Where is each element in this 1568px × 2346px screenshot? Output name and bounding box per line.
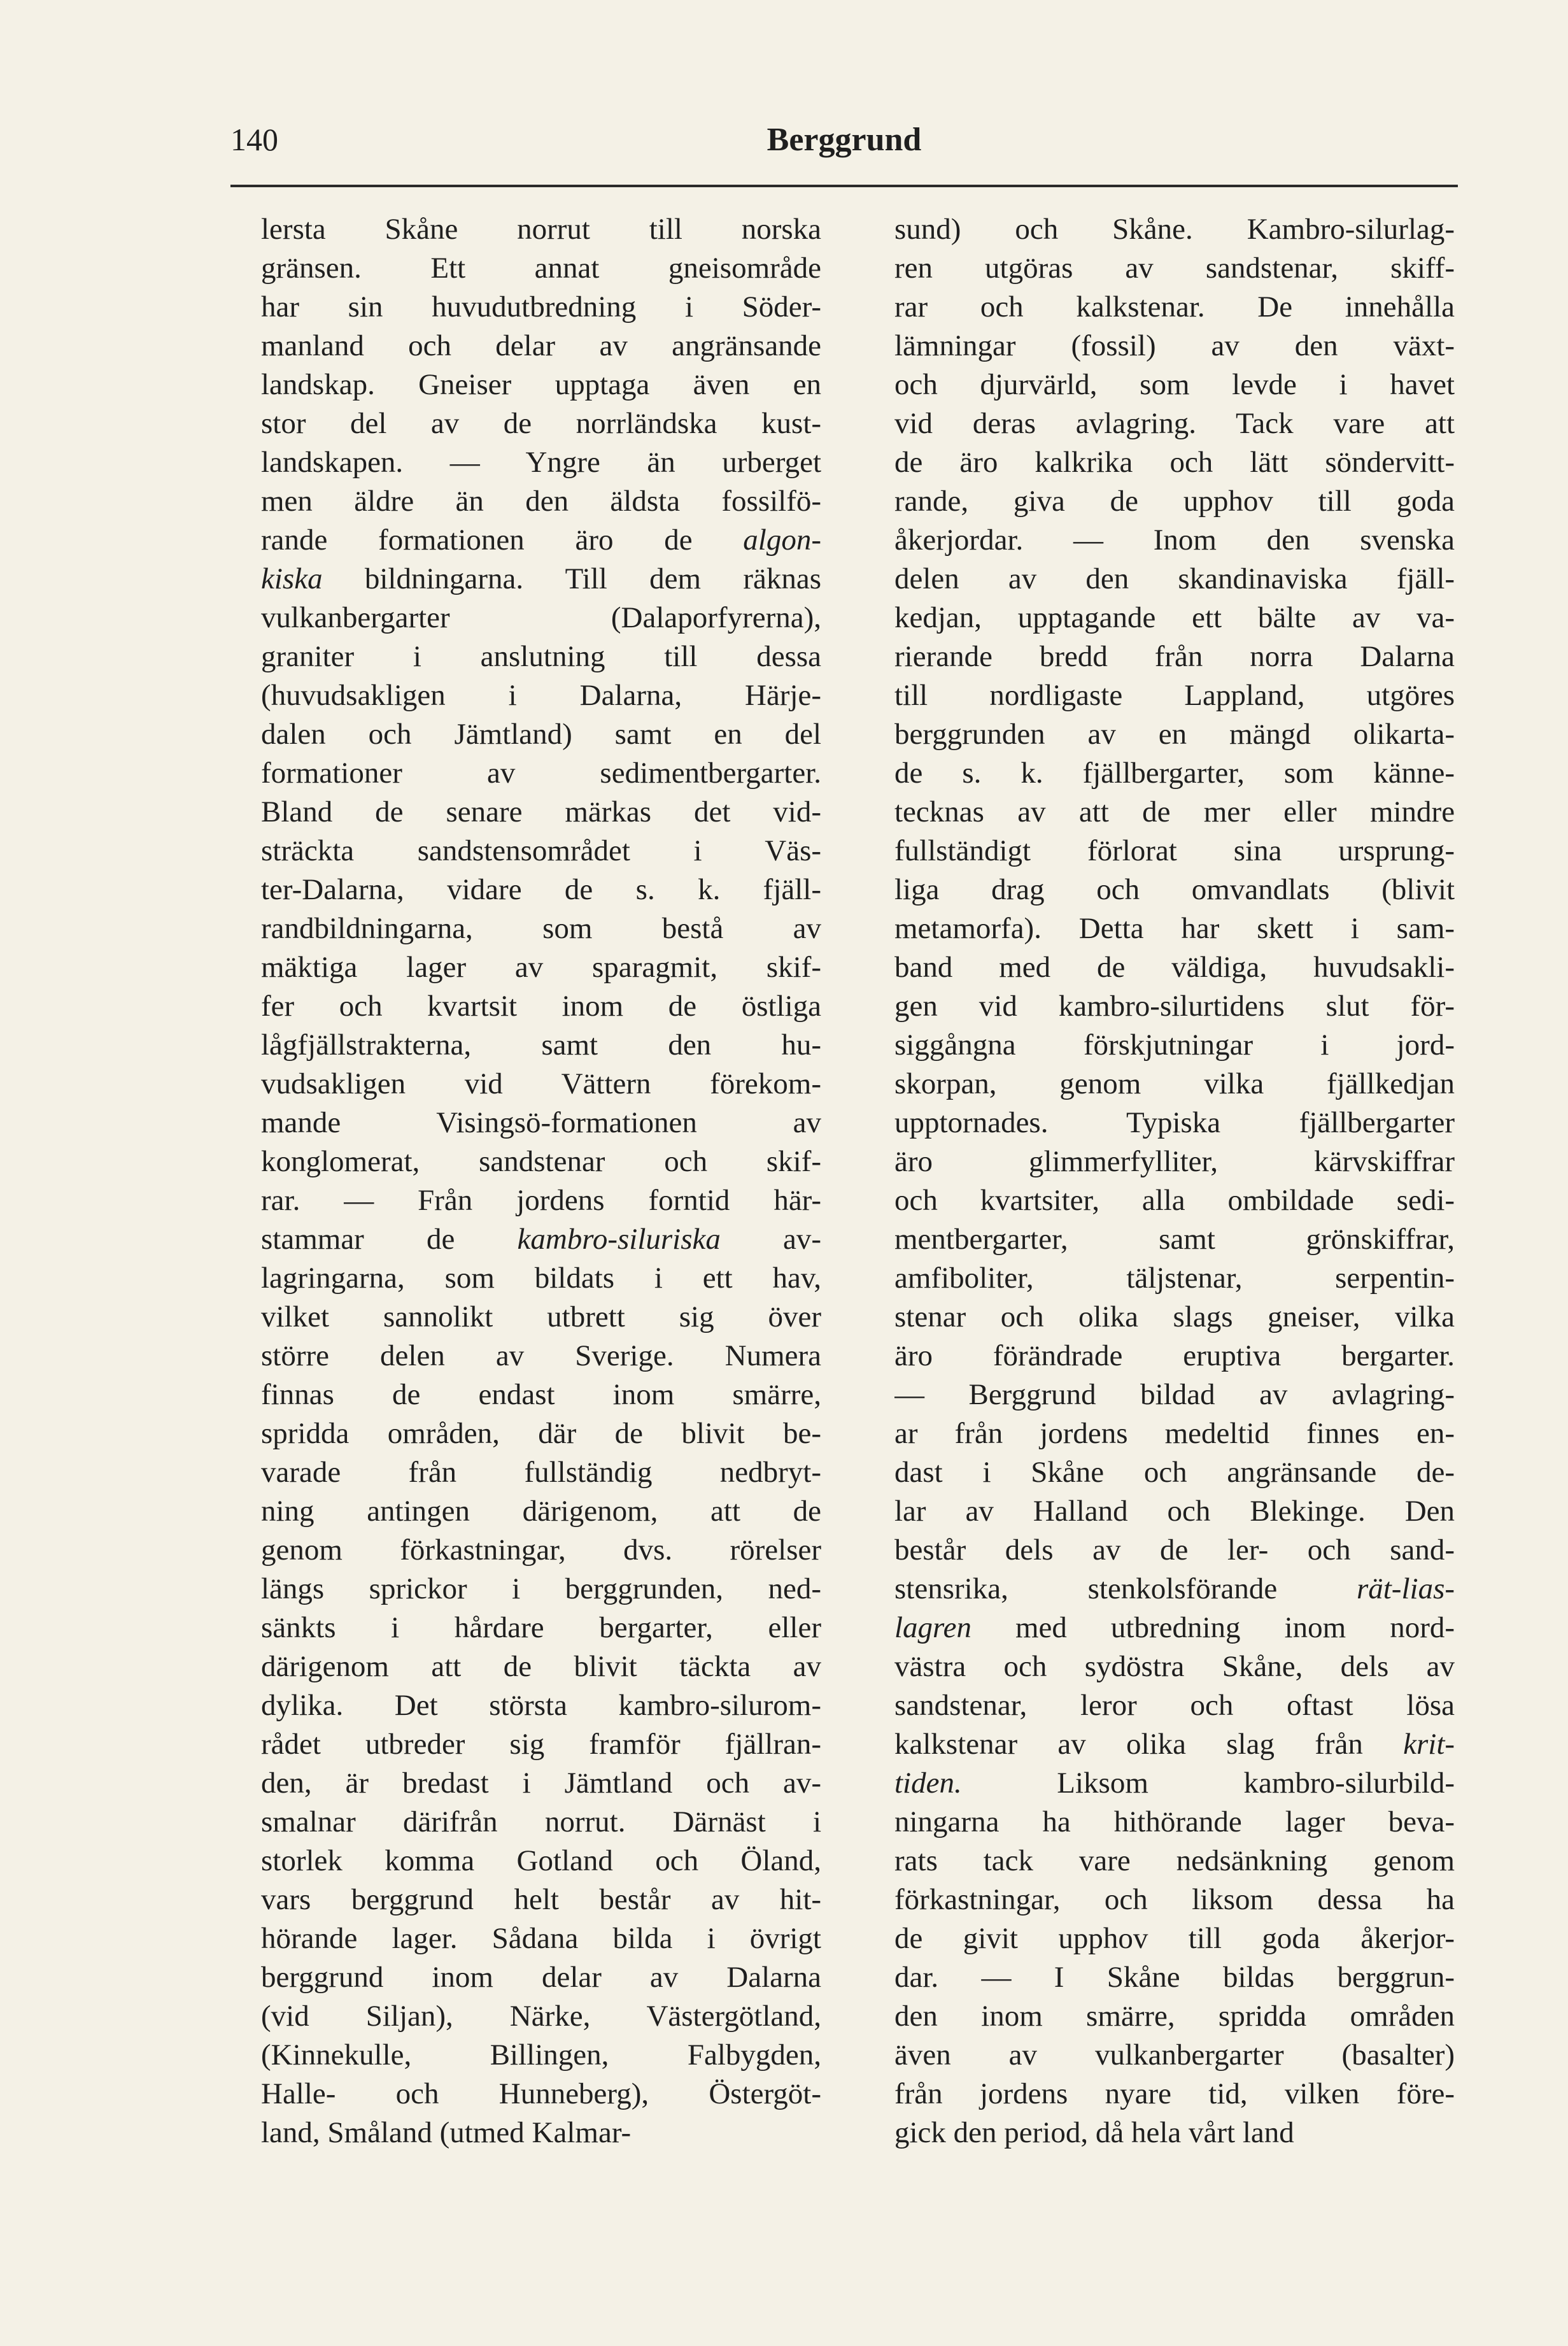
left-column-line: formationer av sedimentbergarter. xyxy=(261,757,821,790)
right-column-line: ren utgöras av sandstenar, skiff- xyxy=(894,252,1455,285)
right-column-line: ningarna ha hithörande lager beva- xyxy=(894,1805,1455,1838)
left-column-line: vulkanbergarter (Dalaporfyrerna), xyxy=(261,601,821,634)
right-column-line: äro glimmerfylliter, kärvskiffrar xyxy=(894,1145,1455,1178)
left-column-line: dalen och Jämtland) samt en del xyxy=(261,718,821,751)
left-column-line: vudsakligen vid Vättern förekom- xyxy=(261,1067,821,1100)
left-column-line: sträckta sandstensområdet i Väs- xyxy=(261,834,821,867)
right-column-line: lagren med utbredning inom nord- xyxy=(894,1611,1455,1644)
right-column-line: dar. — I Skåne bildas berggrun- xyxy=(894,1961,1455,1994)
right-column-line: siggångna förskjutningar i jord- xyxy=(894,1028,1455,1062)
left-column-line: manland och delar av angränsande xyxy=(261,329,821,362)
right-column-line: tecknas av att de mer eller mindre xyxy=(894,795,1455,828)
right-column-line: lar av Halland och Blekinge. Den xyxy=(894,1495,1455,1528)
left-column-line: större delen av Sverige. Numera xyxy=(261,1339,821,1372)
right-column-line: gick den period, då hela vårt land xyxy=(894,2116,1294,2149)
right-column-line: förkastningar, och liksom dessa ha xyxy=(894,1883,1455,1916)
left-column-line: vilket sannolikt utbrett sig över xyxy=(261,1300,821,1333)
left-column-line: stammar de kambro-siluriska av- xyxy=(261,1223,821,1256)
right-column-line: stenar och olika slags gneiser, vilka xyxy=(894,1300,1455,1333)
right-column-line: rar och kalkstenar. De innehålla xyxy=(894,290,1455,323)
right-column-line: vid deras avlagring. Tack vare att xyxy=(894,407,1455,440)
right-text-column xyxy=(894,210,1455,2152)
left-column-line: Bland de senare märkas det vid- xyxy=(261,795,821,828)
left-column-line: landskapen. — Yngre än urberget xyxy=(261,446,821,479)
left-column-line: varade från fullständig nedbryt- xyxy=(261,1456,821,1489)
right-column-line: rierande bredd från norra Dalarna xyxy=(894,640,1455,673)
right-column-line: och djurvärld, som levde i havet xyxy=(894,368,1455,401)
left-column-line: Halle- och Hunneberg), Östergöt- xyxy=(261,2077,821,2110)
right-column-line: skorpan, genom vilka fjällkedjan xyxy=(894,1067,1455,1100)
right-column-line: dast i Skåne och angränsande de- xyxy=(894,1456,1455,1489)
left-column-line: (huvudsakligen i Dalarna, Härje- xyxy=(261,679,821,712)
right-column-line: kalkstenar av olika slag från krit- xyxy=(894,1728,1455,1761)
left-column-line: kiska bildningarna. Till dem räknas xyxy=(261,562,821,595)
left-column-line: hörande lager. Sådana bilda i övrigt xyxy=(261,1922,821,1955)
left-column-line: längs sprickor i berggrunden, ned- xyxy=(261,1572,821,1605)
left-column-line: (vid Siljan), Närke, Västergötland, xyxy=(261,2000,821,2033)
right-column-line: ar från jordens medeltid finnes en- xyxy=(894,1417,1455,1450)
right-column-line: band med de väldiga, huvudsakli- xyxy=(894,951,1455,984)
left-column-line: har sin huvudutbredning i Söder- xyxy=(261,290,821,323)
right-column-line: sund) och Skåne. Kambro-silurlag- xyxy=(894,213,1455,246)
left-column-line: berggrund inom delar av Dalarna xyxy=(261,1961,821,1994)
right-column-line: gen vid kambro-silurtidens slut för- xyxy=(894,990,1455,1023)
page-number: 140 xyxy=(230,122,278,157)
left-column-line: graniter i anslutning till dessa xyxy=(261,640,821,673)
right-column-line: äro förändrade eruptiva bergarter. xyxy=(894,1339,1455,1372)
left-column-line: rar. — Från jordens forntid här- xyxy=(261,1184,821,1217)
header-rule xyxy=(230,185,1458,187)
left-column-line: därigenom att de blivit täckta av xyxy=(261,1650,821,1683)
left-column-line: finnas de endast inom smärre, xyxy=(261,1378,821,1411)
right-column-line: lämningar (fossil) av den växt- xyxy=(894,329,1455,362)
left-column-line: men äldre än den äldsta fossilfö- xyxy=(261,485,821,518)
right-column-line: de s. k. fjällbergarter, som känne- xyxy=(894,757,1455,790)
left-column-line: ter-Dalarna, vidare de s. k. fjäll- xyxy=(261,873,821,906)
left-column-line: genom förkastningar, dvs. rörelser xyxy=(261,1533,821,1567)
left-column-line: sänkts i hårdare bergarter, eller xyxy=(261,1611,821,1644)
left-column-line: gränsen. Ett annat gneisområde xyxy=(261,252,821,285)
right-column-line: de givit upphov till goda åkerjor- xyxy=(894,1922,1455,1955)
left-column-line: rande formationen äro de algon- xyxy=(261,523,821,557)
right-column-line: från jordens nyare tid, vilken före- xyxy=(894,2077,1455,2110)
right-column-line: fullständigt förlorat sina ursprung- xyxy=(894,834,1455,867)
left-column-line: konglomerat, sandstenar och skif- xyxy=(261,1145,821,1178)
left-column-line: dylika. Det största kambro-silurom- xyxy=(261,1689,821,1722)
right-column-line: rande, giva de upphov till goda xyxy=(894,485,1455,518)
right-column-line: tiden. Liksom kambro-silurbild- xyxy=(894,1767,1455,1800)
right-column-line: kedjan, upptagande ett bälte av va- xyxy=(894,601,1455,634)
left-column-line: den, är bredast i Jämtland och av- xyxy=(261,1767,821,1800)
left-column-line: mäktiga lager av sparagmit, skif- xyxy=(261,951,821,984)
right-column-line: den inom smärre, spridda områden xyxy=(894,2000,1455,2033)
right-column-line: metamorfa). Detta har skett i sam- xyxy=(894,912,1455,945)
running-head: Berggrund xyxy=(766,122,922,158)
right-column-line: amfiboliter, täljstenar, serpentin- xyxy=(894,1262,1455,1295)
right-column-line: mentbergarter, samt grönskiffrar, xyxy=(894,1223,1455,1256)
left-column-line: (Kinnekulle, Billingen, Falbygden, xyxy=(261,2038,821,2072)
right-column-line: består dels av de ler- och sand- xyxy=(894,1533,1455,1567)
left-column-line: lagringarna, som bildats i ett hav, xyxy=(261,1262,821,1295)
right-column-line: rats tack vare nedsänkning genom xyxy=(894,1844,1455,1877)
page-header xyxy=(230,121,1458,172)
left-column-line: vars berggrund helt består av hit- xyxy=(261,1883,821,1916)
right-column-line: sandstenar, leror och oftast lösa xyxy=(894,1689,1455,1722)
left-column-line: smalnar därifrån norrut. Därnäst i xyxy=(261,1805,821,1838)
left-column-line: randbildningarna, som bestå av xyxy=(261,912,821,945)
left-text-column xyxy=(261,210,821,2152)
right-column-line: västra och sydöstra Skåne, dels av xyxy=(894,1650,1455,1683)
right-column-line: åkerjordar. — Inom den svenska xyxy=(894,523,1455,557)
left-column-line: lersta Skåne norrut till norska xyxy=(261,213,821,246)
right-column-line: liga drag och omvandlats (blivit xyxy=(894,873,1455,906)
left-column-line: land, Småland (utmed Kalmar- xyxy=(261,2116,632,2149)
left-column-line: landskap. Gneiser upptaga även en xyxy=(261,368,821,401)
left-column-line: lågfjällstrakterna, samt den hu- xyxy=(261,1028,821,1062)
left-column-line: stor del av de norrländska kust- xyxy=(261,407,821,440)
right-column-line: berggrunden av en mängd olikarta- xyxy=(894,718,1455,751)
left-column-line: storlek komma Gotland och Öland, xyxy=(261,1844,821,1877)
left-column-line: fer och kvartsit inom de östliga xyxy=(261,990,821,1023)
left-column-line: mande Visingsö-formationen av xyxy=(261,1106,821,1139)
right-column-line: till nordligaste Lappland, utgöres xyxy=(894,679,1455,712)
right-column-line: delen av den skandinaviska fjäll- xyxy=(894,562,1455,595)
left-column-line: ning antingen därigenom, att de xyxy=(261,1495,821,1528)
right-column-line: stensrika, stenkolsförande rät-lias- xyxy=(894,1572,1455,1605)
right-column-line: och kvartsiter, alla ombildade sedi- xyxy=(894,1184,1455,1217)
left-column-line: spridda områden, där de blivit be- xyxy=(261,1417,821,1450)
right-column-line: även av vulkanbergarter (basalter) xyxy=(894,2038,1455,2072)
left-column-line: rådet utbreder sig framför fjällran- xyxy=(261,1728,821,1761)
right-column-line: upptornades. Typiska fjällbergarter xyxy=(894,1106,1455,1139)
right-column-line: de äro kalkrika och lätt söndervitt- xyxy=(894,446,1455,479)
right-column-line: — Berggrund bildad av avlagring- xyxy=(894,1378,1455,1411)
